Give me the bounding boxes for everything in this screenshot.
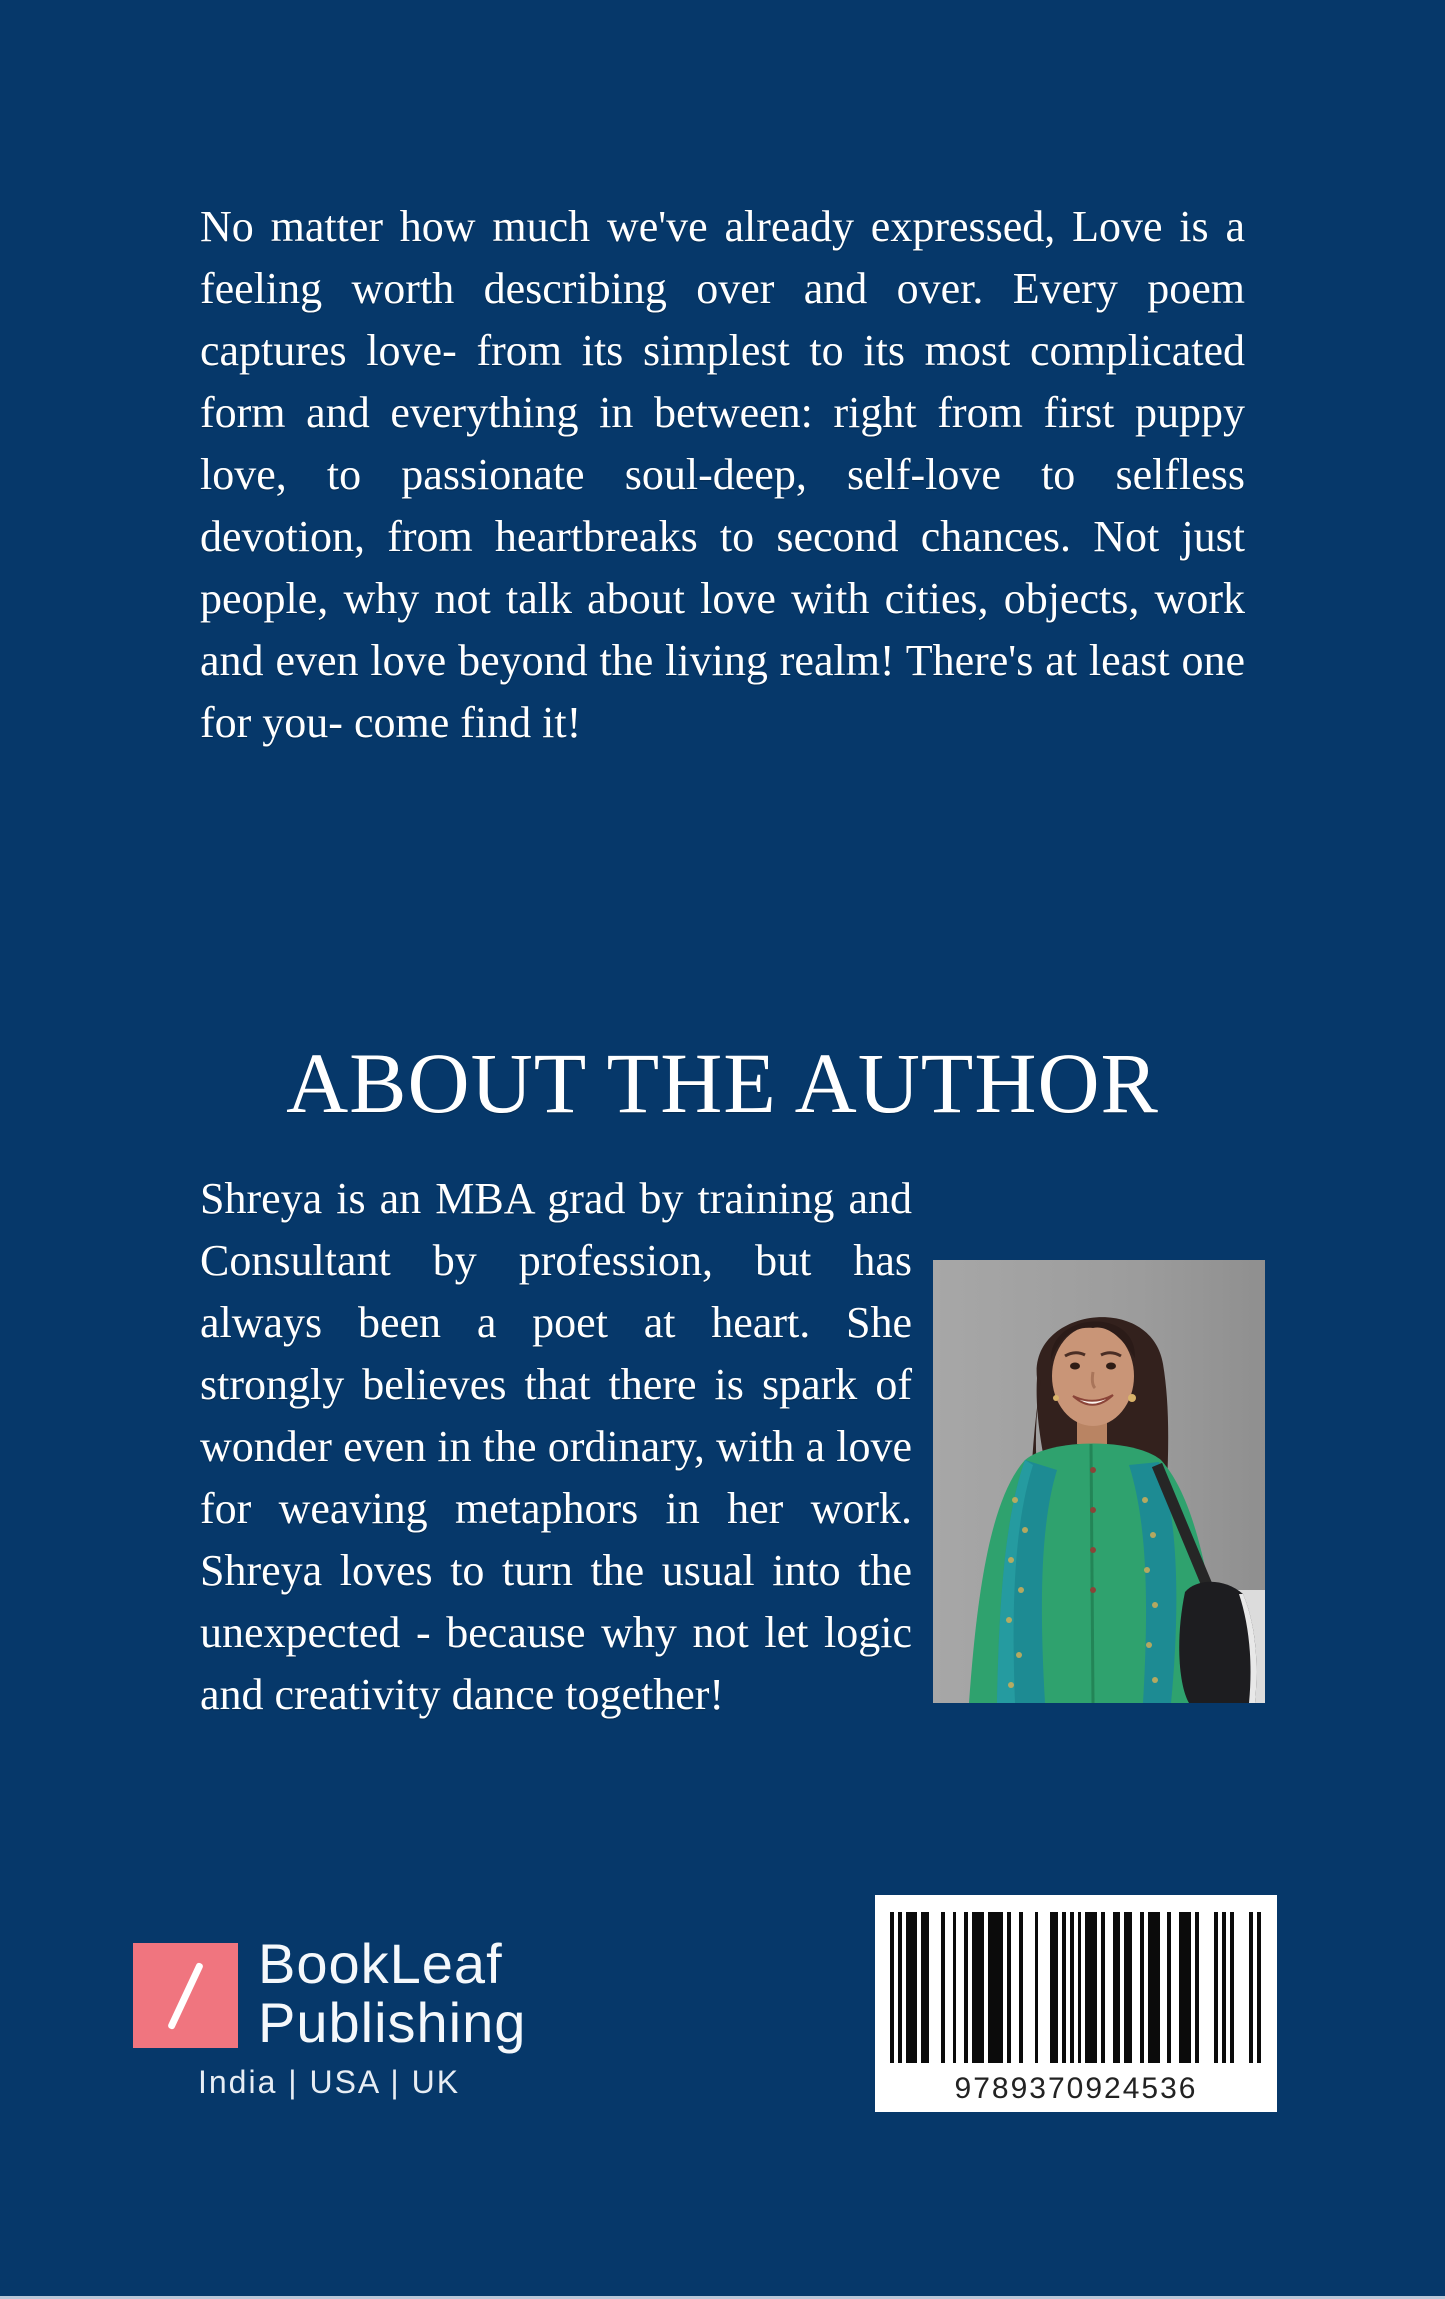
barcode-bars — [890, 1912, 1262, 2063]
about-author-text: Shreya is an MBA grad by training and Consultant by profession, but has always been a poet at heart. She strongly believes that there is spark of wonder even in the ordinary, with a love for weaving metaphors in her work. Shreya loves to turn the usual into the unexpected - because why not let logic and creativity dance together! — [200, 1174, 912, 1719]
isbn-number: 9789370924536 — [954, 2072, 1198, 2105]
barcode — [875, 1895, 1277, 2112]
publisher-name — [258, 1934, 526, 2052]
author-photo — [933, 1260, 1265, 1703]
logo-slash-icon — [167, 1962, 204, 2030]
publisher-name-line2: Publishing — [258, 1991, 527, 2054]
publisher-logo-icon — [133, 1943, 238, 2048]
blurb-text: No matter how much we've already expressed, Love is a feeling worth describing over and over. Every poem captures love- from its simplest to its most complicated form and everything in between: right from first puppy love, to passionate soul-deep, self-love to selfless devotion, from heartbreaks to second chances. Not just people, why not talk about love with cities, objects, work and even love beyond the living realm! There's at least one for you- come find it! — [200, 202, 1245, 747]
publisher-regions: India | USA | UK — [197, 2064, 461, 2100]
publisher-name-line1: BookLeaf — [258, 1932, 503, 1995]
author-photo-illustration — [933, 1260, 1265, 1703]
about-the-author-heading: ABOUT THE AUTHOR — [286, 1035, 1159, 1131]
